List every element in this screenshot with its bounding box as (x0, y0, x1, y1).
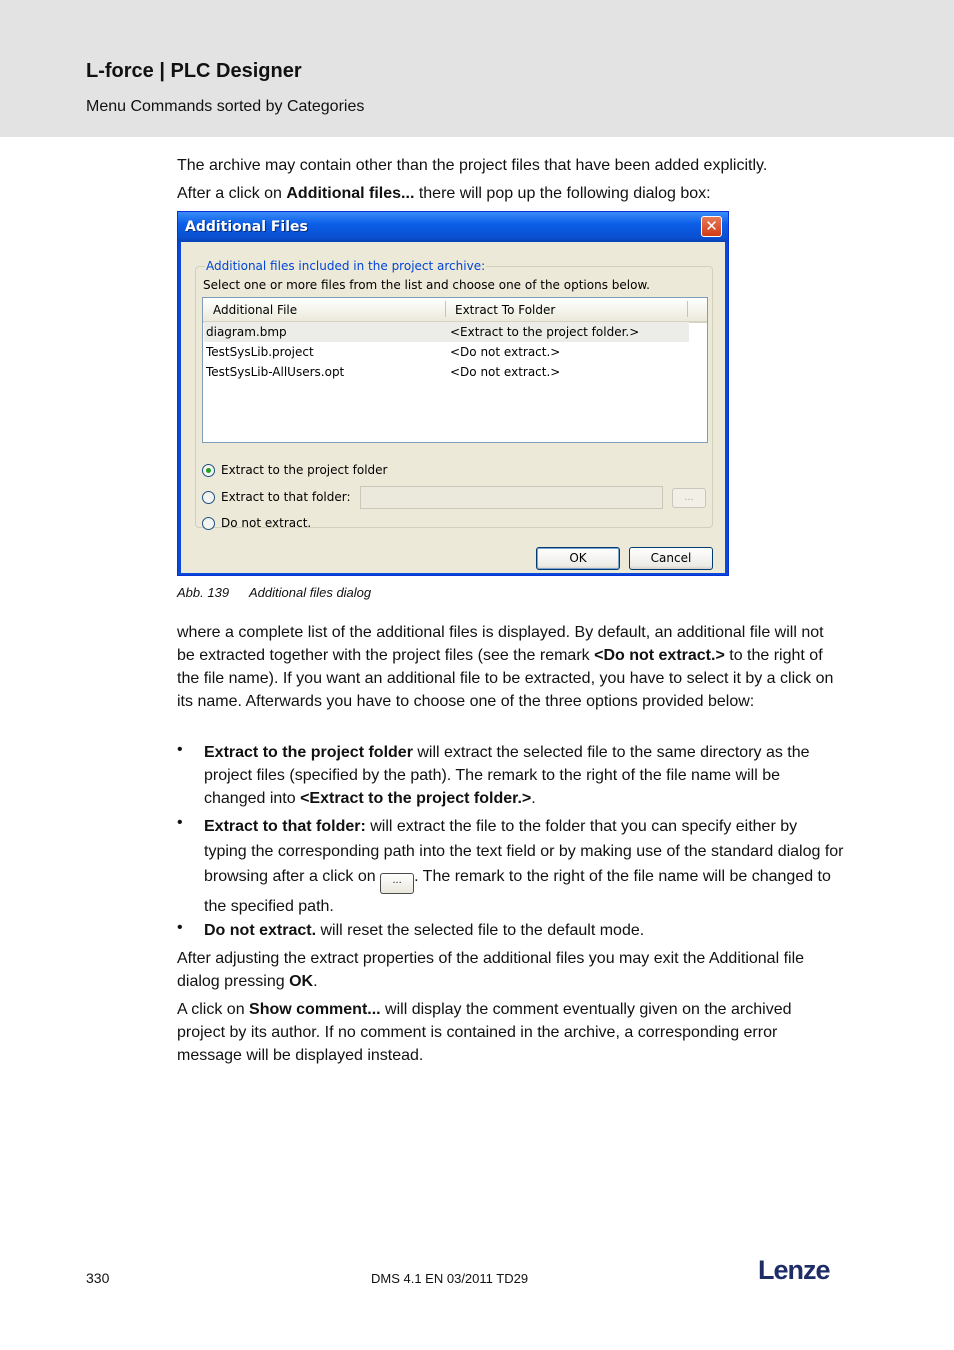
file-name: diagram.bmp (206, 325, 287, 339)
figure-caption (177, 585, 371, 600)
extract-folder: <Do not extract.> (450, 365, 561, 379)
bullet-icon: • (177, 919, 183, 936)
browse-button-inline: ... (380, 873, 414, 894)
bullet-icon: • (177, 814, 183, 831)
additional-files-dialog (177, 211, 729, 576)
dialog-title: Additional Files (185, 219, 308, 235)
dialog-titlebar (178, 212, 728, 242)
bullet-extract-to-project-folder: Extract to the project folder will extract the selected file to the same directory as the project files (specified by the path). The remark to the right of the file name will be changed into <Extract to the project folder.>. (204, 744, 810, 807)
figure-number: Abb. 139 (177, 585, 230, 600)
column-separator[interactable] (445, 301, 446, 317)
dialog-body (181, 242, 725, 573)
radio-label: Do not extract. (221, 516, 312, 530)
close-icon[interactable]: ✕ (701, 216, 722, 237)
bullet-do-not-extract: Do not extract. will reset the selected file to the default mode. (204, 922, 645, 939)
radio-button[interactable] (202, 491, 215, 504)
list-row[interactable] (204, 362, 689, 382)
radio-label: Extract to that folder: (221, 490, 351, 504)
intro-line-1: The archive may contain other than the project files that have been added explicitly. (177, 157, 768, 174)
document-subtitle: Menu Commands sorted by Categories (86, 98, 365, 115)
file-name: TestSysLib-AllUsers.opt (206, 365, 345, 379)
intro-line-2: After a click on Additional files... there will pop up the following dialog box: (177, 185, 711, 202)
extract-folder: <Extract to the project folder.> (450, 325, 640, 339)
radio-button-selected[interactable] (202, 464, 215, 477)
figure-caption-text: Additional files dialog (249, 585, 372, 600)
column-header-extract-to-folder[interactable]: Extract To Folder (455, 303, 556, 317)
radio-button[interactable] (202, 517, 215, 530)
list-row[interactable] (204, 342, 689, 362)
paragraph-description: where a complete list of the additional files is displayed. By default, an additional file will not be extracted together with the project files (see the remark <Do not extract.> to the right of the file name). If you want an additional file to be extracted, you have to select it by a click on its name. Afterwards you have to choose one of the three options provided below: (177, 624, 834, 710)
bullet-extract-to-that-folder: Extract to that folder: will extract the file to the folder that you can specify either by typing the corresponding path into the text field or by making use of the standard dialog for browsing after a click on ... . The remark to the right of the file name will be changed to the specified path. (204, 818, 844, 915)
document-id: DMS 4.1 EN 03/2011 TD29 (371, 1271, 529, 1286)
column-separator[interactable] (687, 301, 688, 317)
list-row[interactable] (204, 322, 689, 342)
paragraph-exit-dialog: After adjusting the extract properties of the additional files you may exit the Additional file dialog pressing OK. (177, 950, 805, 990)
radio-label: Extract to the project folder (221, 463, 388, 477)
document-title: L-force | PLC Designer (86, 60, 302, 82)
folder-path-input[interactable] (360, 486, 663, 509)
page-number: 330 (86, 1270, 110, 1286)
listview-header (203, 298, 707, 323)
header-band (0, 0, 954, 137)
files-listview[interactable] (202, 297, 708, 443)
browse-button[interactable]: ... (672, 488, 706, 508)
extract-folder: <Do not extract.> (450, 345, 561, 359)
ok-button[interactable]: OK (536, 547, 620, 570)
column-header-additional-file[interactable]: Additional File (213, 303, 298, 317)
instruction-text: Select one or more files from the list and choose one of the options below. (203, 278, 650, 292)
additional-files-command: Additional files... (286, 185, 415, 202)
group-caption: Additional files included in the project archive: (206, 259, 486, 273)
paragraph-show-comment: A click on Show comment... will display the comment eventually given on the archived project by its author. If no comment is contained in the archive, a corresponding error message will be displayed instead. (177, 1001, 792, 1064)
lenze-logo: Lenze (758, 1255, 830, 1285)
cancel-button[interactable]: Cancel (629, 547, 713, 570)
file-name: TestSysLib.project (206, 345, 314, 359)
bullet-icon: • (177, 741, 183, 758)
